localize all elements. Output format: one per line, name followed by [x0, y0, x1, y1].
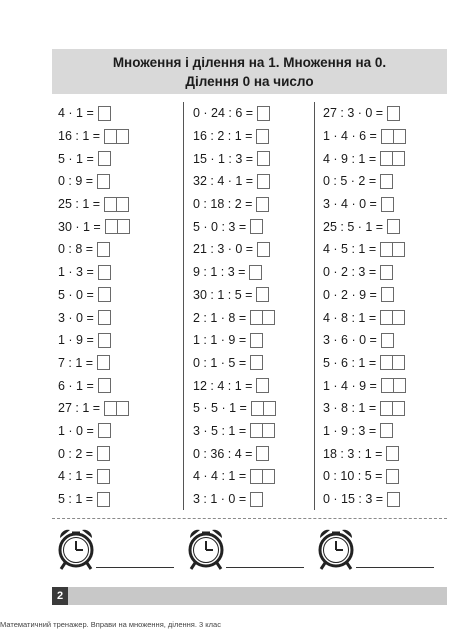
exercise-row	[52, 261, 183, 284]
exercise-row	[315, 442, 446, 465]
exercise-row	[52, 125, 183, 148]
answer-box[interactable]	[257, 174, 270, 189]
answer-box[interactable]	[393, 378, 406, 393]
answer-boxes	[97, 242, 109, 257]
exercise-expression: 0 · 15 : 3 =	[323, 492, 384, 507]
exercise-expression: 12 : 4 : 1 =	[193, 378, 253, 393]
exercise-column-1	[52, 102, 183, 510]
answer-box[interactable]	[386, 469, 399, 484]
answer-box[interactable]	[392, 401, 405, 416]
answer-boxes	[98, 287, 110, 302]
exercise-expression: 0 : 1 · 5 =	[193, 355, 247, 370]
exercise-expression: 1 : 1 · 9 =	[193, 333, 247, 348]
answer-box[interactable]	[263, 401, 276, 416]
answer-boxes	[386, 469, 398, 484]
alarm-clock-icon	[186, 526, 226, 572]
exercise-row	[184, 465, 315, 488]
title-line-1: Множення і ділення на 1. Множення на 0.	[112, 54, 387, 70]
exercise-expression: 25 : 1 =	[58, 197, 101, 212]
answer-boxes	[250, 355, 262, 370]
exercise-expression: 0 : 18 : 2 =	[193, 197, 253, 212]
exercise-row	[52, 488, 183, 511]
exercise-expression: 15 · 1 : 3 =	[193, 151, 254, 166]
exercise-row	[52, 329, 183, 352]
exercise-row	[52, 215, 183, 238]
answer-box[interactable]	[116, 197, 129, 212]
exercise-row	[52, 147, 183, 170]
answer-box[interactable]	[250, 333, 263, 348]
exercise-expression: 0 : 8 =	[58, 242, 94, 257]
answer-boxes	[97, 469, 109, 484]
answer-box[interactable]	[256, 129, 269, 144]
exercise-expression: 4 : 1 =	[58, 469, 94, 484]
exercise-row	[52, 420, 183, 443]
answer-box[interactable]	[380, 174, 393, 189]
answer-boxes	[256, 129, 268, 144]
exercise-expression: 16 : 2 : 1 =	[193, 129, 253, 144]
exercise-expression: 9 : 1 : 3 =	[193, 265, 246, 280]
exercise-column-2	[183, 102, 315, 510]
answer-box[interactable]	[116, 401, 129, 416]
footer-bar	[68, 587, 447, 605]
answer-boxes	[104, 401, 128, 416]
exercise-expression: 6 · 1 =	[58, 378, 94, 393]
answer-boxes	[256, 287, 268, 302]
answer-boxes	[98, 265, 110, 280]
time-answer-line-1[interactable]	[96, 567, 174, 568]
answer-box[interactable]	[98, 310, 111, 325]
exercise-row	[52, 465, 183, 488]
answer-boxes	[257, 106, 269, 121]
exercise-row	[184, 193, 315, 216]
answer-boxes	[380, 401, 404, 416]
answer-boxes	[250, 310, 274, 325]
exercise-expression: 1 · 3 =	[58, 265, 94, 280]
exercise-row	[315, 397, 446, 420]
exercise-expression: 27 : 3 · 0 =	[323, 106, 384, 121]
answer-box[interactable]	[387, 492, 400, 507]
title-line-2: Ділення 0 на число	[185, 73, 314, 89]
exercise-row	[315, 329, 446, 352]
answer-boxes	[387, 492, 399, 507]
answer-box[interactable]	[97, 355, 110, 370]
exercise-row	[52, 284, 183, 307]
answer-box[interactable]	[97, 492, 110, 507]
exercise-expression: 5 · 1 =	[58, 151, 94, 166]
exercise-row	[315, 193, 446, 216]
answer-box[interactable]	[250, 492, 263, 507]
answer-boxes	[387, 219, 399, 234]
exercise-expression: 1 · 9 : 3 =	[323, 423, 377, 438]
exercise-row	[184, 238, 315, 261]
exercise-expression: 5 · 5 · 1 =	[193, 401, 247, 416]
exercise-expression: 32 : 4 · 1 =	[193, 174, 254, 189]
exercise-expression: 0 : 10 : 5 =	[323, 469, 383, 484]
exercise-row	[184, 147, 315, 170]
exercise-expression: 21 : 3 · 0 =	[193, 242, 254, 257]
answer-box[interactable]	[98, 106, 111, 121]
exercise-expression: 4 · 1 =	[58, 106, 94, 121]
answer-boxes	[256, 197, 268, 212]
exercise-row	[52, 306, 183, 329]
exercise-row	[184, 420, 315, 443]
answer-boxes	[380, 151, 404, 166]
exercise-expression: 3 · 0 =	[58, 310, 94, 325]
answer-box[interactable]	[98, 151, 111, 166]
answer-boxes	[387, 106, 399, 121]
exercise-row	[184, 306, 315, 329]
answer-boxes	[97, 492, 109, 507]
exercise-row	[52, 170, 183, 193]
answer-boxes	[98, 151, 110, 166]
answer-box[interactable]	[386, 446, 399, 461]
answer-boxes	[250, 423, 274, 438]
exercise-row	[184, 374, 315, 397]
answer-box[interactable]	[392, 151, 405, 166]
exercise-expression: 30 · 1 =	[58, 219, 101, 234]
answer-boxes	[256, 378, 268, 393]
alarm-clock-icon	[316, 526, 356, 572]
answer-box[interactable]	[117, 219, 130, 234]
answer-box[interactable]	[257, 151, 270, 166]
answer-boxes	[98, 423, 110, 438]
exercise-row	[184, 397, 315, 420]
exercise-row	[315, 170, 446, 193]
exercise-row	[184, 352, 315, 375]
exercise-row	[52, 193, 183, 216]
answer-box[interactable]	[262, 423, 275, 438]
exercise-column-3	[314, 102, 446, 510]
exercise-expression: 5 : 1 =	[58, 492, 94, 507]
answer-boxes	[257, 174, 269, 189]
exercise-row	[315, 261, 446, 284]
answer-boxes	[98, 333, 110, 348]
exercise-columns	[52, 102, 447, 512]
exercise-row	[315, 102, 446, 125]
answer-box[interactable]	[256, 287, 269, 302]
exercise-expression: 2 : 1 · 8 =	[193, 310, 247, 325]
alarm-clock-icon	[56, 526, 96, 572]
answer-boxes	[380, 174, 392, 189]
answer-box[interactable]	[392, 310, 405, 325]
exercise-row	[52, 442, 183, 465]
exercise-row	[52, 374, 183, 397]
exercise-row	[315, 488, 446, 511]
footer-text: Математичний тренажер. Вправи на множення, ділення. 3 клас	[0, 620, 221, 629]
exercise-expression: 3 · 6 · 0 =	[323, 333, 377, 348]
answer-box[interactable]	[262, 469, 275, 484]
exercise-row	[52, 397, 183, 420]
answer-boxes	[257, 242, 269, 257]
answer-box[interactable]	[98, 378, 111, 393]
answer-boxes	[250, 492, 262, 507]
exercise-row	[184, 284, 315, 307]
answer-box[interactable]	[98, 333, 111, 348]
exercise-expression: 3 : 1 · 0 =	[193, 492, 247, 507]
exercise-row	[52, 352, 183, 375]
answer-box[interactable]	[392, 355, 405, 370]
exercise-expression: 0 · 24 : 6 =	[193, 106, 254, 121]
answer-boxes	[380, 423, 392, 438]
answer-box[interactable]	[97, 242, 110, 257]
exercise-expression: 1 · 4 · 9 =	[323, 378, 377, 393]
exercise-expression: 0 · 2 : 3 =	[323, 265, 377, 280]
answer-box[interactable]	[381, 287, 394, 302]
answer-boxes	[251, 401, 275, 416]
answer-box[interactable]	[380, 423, 393, 438]
answer-boxes	[381, 287, 393, 302]
exercise-row	[52, 238, 183, 261]
exercise-row	[184, 329, 315, 352]
answer-boxes	[97, 446, 109, 461]
answer-box[interactable]	[256, 446, 269, 461]
time-answer-line-2[interactable]	[226, 567, 304, 568]
answer-boxes	[98, 310, 110, 325]
exercise-row	[52, 102, 183, 125]
exercise-expression: 5 · 0 : 3 =	[193, 219, 247, 234]
exercise-expression: 4 · 8 : 1 =	[323, 310, 377, 325]
exercise-expression: 0 : 36 : 4 =	[193, 446, 253, 461]
exercise-row	[315, 284, 446, 307]
answer-boxes	[257, 151, 269, 166]
exercise-expression: 1 · 9 =	[58, 333, 94, 348]
answer-boxes	[104, 197, 128, 212]
answer-box[interactable]	[97, 446, 110, 461]
answer-boxes	[380, 355, 404, 370]
answer-box[interactable]	[98, 265, 111, 280]
answer-box[interactable]	[256, 197, 269, 212]
exercise-expression: 3 · 8 : 1 =	[323, 401, 377, 416]
answer-box[interactable]	[249, 265, 262, 280]
exercise-row	[184, 261, 315, 284]
exercise-row	[184, 170, 315, 193]
answer-boxes	[380, 242, 404, 257]
exercise-row	[315, 147, 446, 170]
answer-box[interactable]	[393, 129, 406, 144]
answer-boxes	[381, 197, 393, 212]
exercise-expression: 0 : 9 =	[58, 174, 94, 189]
answer-box[interactable]	[257, 242, 270, 257]
exercise-expression: 16 : 1 =	[58, 129, 101, 144]
dashed-divider	[52, 518, 447, 519]
exercise-expression: 4 · 9 : 1 =	[323, 151, 377, 166]
answer-boxes	[381, 378, 405, 393]
page-number: 2	[52, 587, 68, 605]
exercise-expression: 1 · 0 =	[58, 423, 94, 438]
answer-box[interactable]	[250, 219, 263, 234]
answer-box[interactable]	[98, 423, 111, 438]
answer-box[interactable]	[250, 355, 263, 370]
exercise-expression: 4 · 5 : 1 =	[323, 242, 377, 257]
answer-box[interactable]	[387, 219, 400, 234]
exercise-expression: 5 · 0 =	[58, 287, 94, 302]
exercise-row	[184, 488, 315, 511]
answer-box[interactable]	[380, 265, 393, 280]
answer-box[interactable]	[98, 287, 111, 302]
exercise-expression: 7 : 1 =	[58, 355, 94, 370]
exercise-row	[184, 442, 315, 465]
answer-boxes	[250, 219, 262, 234]
exercise-expression: 25 : 5 · 1 =	[323, 219, 384, 234]
exercise-expression: 4 · 4 : 1 =	[193, 469, 247, 484]
exercise-expression: 18 : 3 : 1 =	[323, 446, 383, 461]
exercise-expression: 5 · 6 : 1 =	[323, 355, 377, 370]
exercise-row	[184, 215, 315, 238]
answer-box[interactable]	[381, 197, 394, 212]
answer-box[interactable]	[97, 174, 110, 189]
answer-boxes	[381, 129, 405, 144]
exercise-row	[315, 215, 446, 238]
exercise-expression: 0 : 5 · 2 =	[323, 174, 377, 189]
exercise-expression: 30 : 1 : 5 =	[193, 287, 253, 302]
answer-box[interactable]	[257, 106, 270, 121]
answer-box[interactable]	[97, 469, 110, 484]
exercise-row	[315, 238, 446, 261]
answer-boxes	[256, 446, 268, 461]
answer-box[interactable]	[387, 106, 400, 121]
exercise-row	[315, 352, 446, 375]
answer-boxes	[105, 219, 129, 234]
answer-boxes	[250, 469, 274, 484]
answer-boxes	[97, 174, 109, 189]
time-answer-line-3[interactable]	[356, 567, 434, 568]
answer-boxes	[380, 265, 392, 280]
answer-boxes	[97, 355, 109, 370]
exercise-row	[184, 102, 315, 125]
answer-boxes	[98, 378, 110, 393]
answer-boxes	[249, 265, 261, 280]
answer-boxes	[250, 333, 262, 348]
answer-boxes	[98, 106, 110, 121]
exercise-expression: 0 : 2 =	[58, 446, 94, 461]
exercise-expression: 1 · 4 · 6 =	[323, 129, 377, 144]
answer-box[interactable]	[116, 129, 129, 144]
answer-box[interactable]	[262, 310, 275, 325]
answer-boxes	[386, 446, 398, 461]
exercise-row	[315, 465, 446, 488]
answer-box[interactable]	[256, 378, 269, 393]
exercise-row	[184, 125, 315, 148]
title-banner	[52, 49, 447, 94]
exercise-row	[315, 125, 446, 148]
exercise-expression: 3 · 4 · 0 =	[323, 197, 377, 212]
exercise-expression: 0 · 2 · 9 =	[323, 287, 377, 302]
answer-boxes	[381, 333, 393, 348]
answer-boxes	[104, 129, 128, 144]
answer-box[interactable]	[392, 242, 405, 257]
answer-box[interactable]	[381, 333, 394, 348]
exercise-row	[315, 420, 446, 443]
exercise-expression: 3 · 5 : 1 =	[193, 423, 247, 438]
answer-boxes	[380, 310, 404, 325]
exercise-row	[315, 374, 446, 397]
exercise-row	[315, 306, 446, 329]
exercise-expression: 27 : 1 =	[58, 401, 101, 416]
